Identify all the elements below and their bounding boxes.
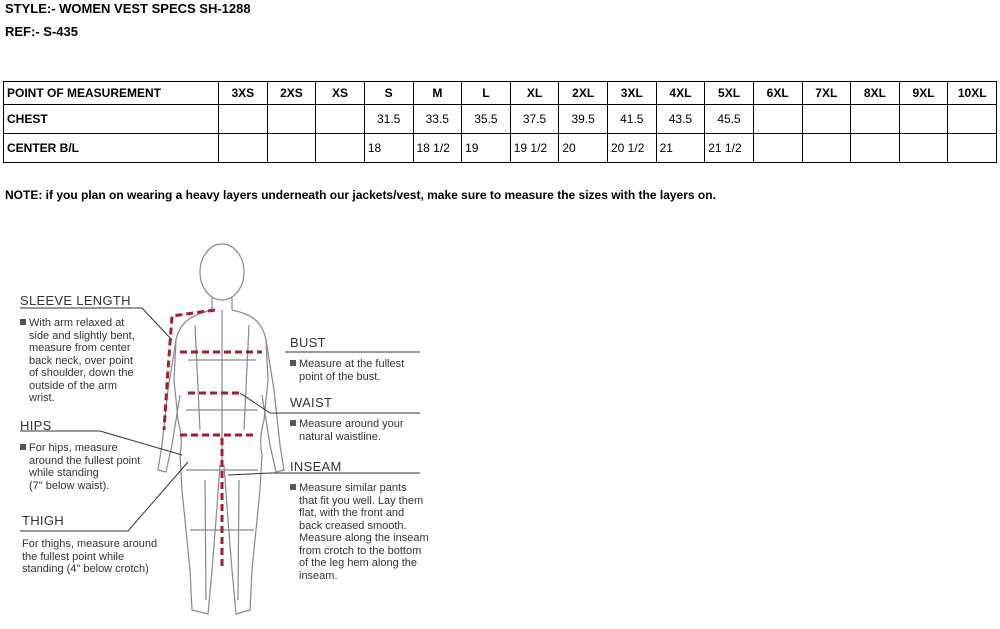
table-cell <box>219 134 268 163</box>
table-cell: 19 <box>462 134 511 163</box>
inseam-desc-line: flat, with the front and <box>299 507 405 519</box>
size-header-7xl: 7XL <box>802 82 851 105</box>
hips-desc-line: (7" below waist). <box>29 479 110 492</box>
table-cell <box>802 105 851 134</box>
table-row-chest <box>4 105 997 134</box>
inseam-desc-line: Measure similar pants <box>290 482 430 495</box>
inseam-desc-line: back creased smooth. <box>299 519 407 532</box>
table-cell: 35.5 <box>462 105 511 134</box>
note-text: NOTE: if you plan on wearing a heavy layers underneath our jackets/vest, make sure to measure the sizes with the layers on. <box>5 188 716 202</box>
table-cell: 39.5 <box>559 105 608 134</box>
table-cell <box>899 134 948 163</box>
size-header-6xl: 6XL <box>753 82 802 105</box>
ref-number: REF:- S-435 <box>5 24 78 39</box>
waist-desc-line: Measure around your <box>290 418 410 431</box>
bullet-icon <box>20 444 26 450</box>
table-cell: 19 1/2 <box>510 134 559 163</box>
thigh-desc-line: For thighs, measure around <box>22 538 158 550</box>
table-cell: 41.5 <box>608 105 657 134</box>
table-cell <box>753 134 802 163</box>
table-cell: 21 <box>656 134 705 163</box>
sleeve-desc-line: outside of the arm <box>29 379 118 392</box>
table-cell <box>802 134 851 163</box>
sleeve-length-description <box>20 317 160 405</box>
table-cell: 21 1/2 <box>705 134 754 163</box>
row-label: CENTER B/L <box>4 134 219 163</box>
table-cell: 45.5 <box>705 105 754 134</box>
row-label: CHEST <box>4 105 219 134</box>
waist-title: WAIST <box>290 395 333 410</box>
table-cell: 20 <box>559 134 608 163</box>
table-cell <box>948 105 997 134</box>
bullet-icon <box>290 420 296 426</box>
inseam-desc-line: Measure along the inseam <box>299 532 429 544</box>
size-header-s: S <box>364 82 413 105</box>
bullet-icon <box>290 360 296 366</box>
table-cell: 18 1/2 <box>413 134 462 163</box>
size-header-4xl: 4XL <box>656 82 705 105</box>
sleeve-length-title: SLEEVE LENGTH <box>20 293 131 308</box>
hips-title: HIPS <box>20 418 52 433</box>
table-cell <box>948 134 997 163</box>
sleeve-desc-line: back neck, over point <box>29 354 133 367</box>
table-header-label: POINT OF MEASUREMENT <box>4 82 219 105</box>
hips-desc-line: while standing <box>29 467 99 479</box>
sleeve-desc-line: wrist. <box>29 392 55 404</box>
waist-description <box>290 418 410 443</box>
sleeve-desc-line: measure from center <box>29 342 131 354</box>
table-cell: 31.5 <box>364 105 413 134</box>
inseam-desc-line: inseam. <box>299 569 338 582</box>
hips-desc-line: For hips, measure <box>20 442 160 455</box>
thigh-title: THIGH <box>22 513 64 528</box>
size-header-l: L <box>462 82 511 105</box>
sleeve-desc-line: of shoulder, down the <box>29 367 134 379</box>
spec-table <box>3 81 997 163</box>
bust-desc-line: point of the bust. <box>299 370 381 383</box>
thigh-description <box>22 538 182 576</box>
table-cell <box>753 105 802 134</box>
table-cell: 18 <box>364 134 413 163</box>
bust-title: BUST <box>290 335 326 350</box>
size-header-m: M <box>413 82 462 105</box>
size-header-xl: XL <box>510 82 559 105</box>
table-cell: 20 1/2 <box>608 134 657 163</box>
table-cell: 33.5 <box>413 105 462 134</box>
size-header-xs: XS <box>316 82 365 105</box>
thigh-desc-line: standing (4" below crotch) <box>22 563 149 575</box>
size-header-8xl: 8XL <box>851 82 900 105</box>
table-cell <box>851 105 900 134</box>
bust-desc-line: Measure at the fullest <box>290 358 410 371</box>
size-header-2xl: 2XL <box>559 82 608 105</box>
inseam-description <box>290 482 430 582</box>
table-cell <box>316 105 365 134</box>
inseam-desc-line: of the leg hem along the <box>299 557 418 569</box>
style-title: STYLE:- WOMEN VEST SPECS SH-1288 <box>5 1 251 16</box>
thigh-desc-line: the fullest point while <box>22 550 125 563</box>
waist-desc-line: natural waistline. <box>299 430 381 443</box>
hips-desc-line: around the fullest point <box>29 454 141 467</box>
table-cell <box>219 105 268 134</box>
table-row-center-bl <box>4 134 997 163</box>
bullet-icon <box>20 319 26 325</box>
table-cell <box>316 134 365 163</box>
bullet-icon <box>290 484 296 490</box>
size-header-3xs: 3XS <box>219 82 268 105</box>
table-cell: 37.5 <box>510 105 559 134</box>
inseam-desc-line: from crotch to the bottom <box>299 544 422 557</box>
hips-description <box>20 442 160 492</box>
size-header-10xl: 10XL <box>948 82 997 105</box>
size-header-5xl: 5XL <box>705 82 754 105</box>
sleeve-desc-line: With arm relaxed at <box>20 317 160 330</box>
table-cell <box>267 105 316 134</box>
size-header-3xl: 3XL <box>608 82 657 105</box>
size-header-2xs: 2XS <box>267 82 316 105</box>
sleeve-desc-line: side and slightly bent, <box>29 329 135 342</box>
table-cell <box>851 134 900 163</box>
table-header-row <box>4 82 997 105</box>
inseam-desc-line: that fit you well. Lay them <box>299 494 424 507</box>
table-cell: 43.5 <box>656 105 705 134</box>
inseam-title: INSEAM <box>290 459 342 474</box>
table-cell <box>267 134 316 163</box>
table-cell <box>899 105 948 134</box>
bust-description <box>290 358 410 383</box>
size-header-9xl: 9XL <box>899 82 948 105</box>
